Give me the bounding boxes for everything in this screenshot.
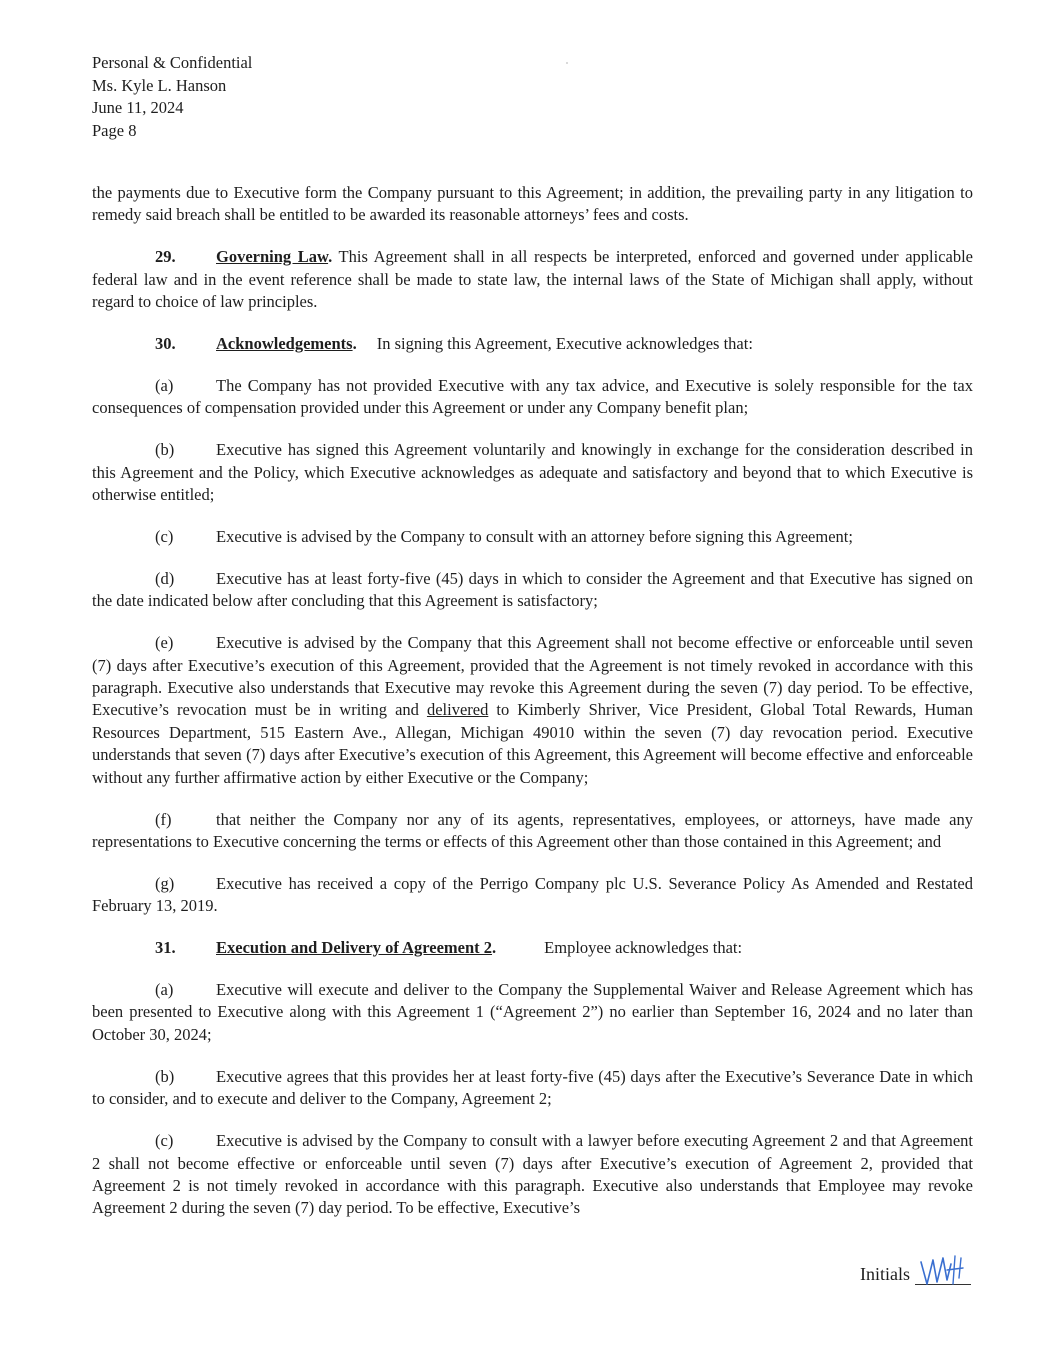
section-31-item-b xyxy=(92,1066,973,1111)
item-label: (f) xyxy=(155,809,172,829)
section-30-intro: In signing this Agreement, Executive acknowledges that: xyxy=(376,334,753,354)
item-label: (c) xyxy=(155,526,174,546)
item-label: (a) xyxy=(155,375,174,395)
item-label: (d) xyxy=(155,568,175,588)
section-30-item-f xyxy=(92,809,973,854)
header-recipient: Ms. Kyle L. Hanson xyxy=(92,75,227,95)
scan-speck xyxy=(566,62,568,64)
item-text: Executive has signed this Agreement voluntarily and knowingly in exchange for the consideration described in this Agreement and the Policy, which Executive acknowledges as adequate and satisfactory and beyond that to which Executive is otherwise entitled; xyxy=(92,440,973,505)
initials-signature xyxy=(917,1254,969,1288)
section-30-item-d xyxy=(92,568,973,613)
section-29-number: 29. xyxy=(155,247,176,267)
item-text: that neither the Company nor any of its agents, representatives, employees, or attorneys, have made any representations to Executive concerning the terms or effects of this Agreement other than those contained in this Agreement; and xyxy=(92,809,973,851)
section-31-number: 31. xyxy=(155,938,176,958)
item-text: Executive agrees that this provides her at least forty-five (45) days after the Executive’s Severance Date in which to consider, and to execute and deliver to the Company, Agreement 2; xyxy=(92,1066,973,1109)
item-text: Executive is advised by the Company to consult with an attorney before signing this Agreement; xyxy=(216,526,853,546)
section-31-title: Execution and Delivery of Agreement 2 xyxy=(216,938,493,958)
document-body xyxy=(92,182,973,1220)
item-label: (a) xyxy=(155,980,174,1000)
item-text-underlined: delivered xyxy=(426,700,489,720)
item-text: Executive is advised by the Company to consult with a lawyer before executing Agreement 2 and that Agreement 2 shall not become effective or enforceable until seven (7) days after Executive’s execution of Agreement 2, provided that Agreement 2 is not timely revoked in accordance with this paragraph. Executive also understands that Employee may revoke Agreement 2 during the seven (7) day period. To be effective, Executive’s xyxy=(92,1131,973,1218)
section-30-heading: 30. Acknowledgements. In signing this Agreement, Executive acknowledges that: xyxy=(92,333,973,355)
item-label: (g) xyxy=(155,873,175,893)
initials-block xyxy=(860,1262,971,1285)
section-30-number: 30. xyxy=(155,334,176,354)
section-29-text: This Agreement shall in all respects be interpreted, enforced and governed under applicable federal law and in the event reference shall be made to state law, the internal laws of the State of Michigan shall apply, without regard to choice of law principles. xyxy=(92,247,973,312)
initials-label: Initials xyxy=(860,1264,910,1284)
item-label: (c) xyxy=(155,1131,174,1151)
item-text: Executive has at least forty-five (45) days in which to consider the Agreement and that Executive has signed on the date indicated below after concluding that this Agreement is satisfactory; xyxy=(92,568,973,611)
signature-stroke xyxy=(921,1258,951,1284)
section-30-title: Acknowledgements xyxy=(216,334,353,354)
section-30-item-b xyxy=(92,439,973,506)
section-30-item-c xyxy=(92,526,973,548)
continuation-paragraph: the payments due to Executive form the Company pursuant to this Agreement; in addition, the prevailing party in any litigation to remedy said breach shall be entitled to be awarded its reasonable attorneys’ fees and costs. xyxy=(92,183,973,225)
item-text-after: to Kimberly Shriver, Vice President, Global Total Rewards, Human Resources Department, 515 Eastern Ave., Allegan, Michigan 49010 within the seven (7) day revocation period. Executive understands that seven (7) days after Executive’s execution of this Agreement, this Agreement will become effective and enforceable without any further affirmative action by either Executive or the Company; xyxy=(92,700,974,787)
item-label: (b) xyxy=(155,440,175,460)
section-31-heading: 31. Execution and Delivery of Agreement 2. Employee acknowledges that: xyxy=(92,937,973,959)
item-text-before: Executive is advised by the Company that this Agreement shall not become effective or enforceable until seven (7) days after Executive’s execution of this Agreement, provided that the Agreement is not timely revoked in accordance with this paragraph. Executive also understands that Executive may revoke this Agreement during the seven (7) day period. To be effective, Executive’s revocation must be in writing and xyxy=(92,633,973,720)
section-30-item-a xyxy=(92,375,973,420)
item-text: Executive has received a copy of the Perrigo Company plc U.S. Severance Policy As Amended and Restated February 13, 2019. xyxy=(92,873,973,916)
section-31-item-c xyxy=(92,1130,973,1220)
section-30-item-g xyxy=(92,873,973,918)
item-text: Executive will execute and deliver to the Company the Supplemental Waiver and Release Agreement which has been presented to Executive along with this Agreement 1 (“Agreement 2”) no earlier than September 16, 2024 and no later than October 30, 2024; xyxy=(92,980,973,1044)
item-label: (b) xyxy=(155,1066,175,1086)
item-label: (e) xyxy=(155,633,174,653)
section-31-intro: Employee acknowledges that: xyxy=(544,938,743,958)
signature-flourish xyxy=(947,1256,963,1284)
section-29: 29. Governing Law. This Agreement shall in all respects be interpreted, enforced and governed under applicable federal law and in the event reference shall be made to state law, the internal laws of the State of Michigan shall apply, without regard to choice of law principles. xyxy=(92,247,973,312)
initials-line xyxy=(915,1262,971,1285)
section-29-title: Governing Law xyxy=(216,247,329,267)
section-31-item-a xyxy=(92,979,973,1046)
header-page-number: Page 8 xyxy=(92,120,137,140)
header-confidential: Personal & Confidential xyxy=(92,53,253,72)
header-date: June 11, 2024 xyxy=(92,98,184,117)
letter-header xyxy=(92,52,252,142)
section-30-item-e xyxy=(92,632,973,789)
item-text: The Company has not provided Executive with any tax advice, and Executive is solely responsible for the tax consequences of compensation provided under this Agreement or under any Company benefit plan; xyxy=(92,375,973,418)
